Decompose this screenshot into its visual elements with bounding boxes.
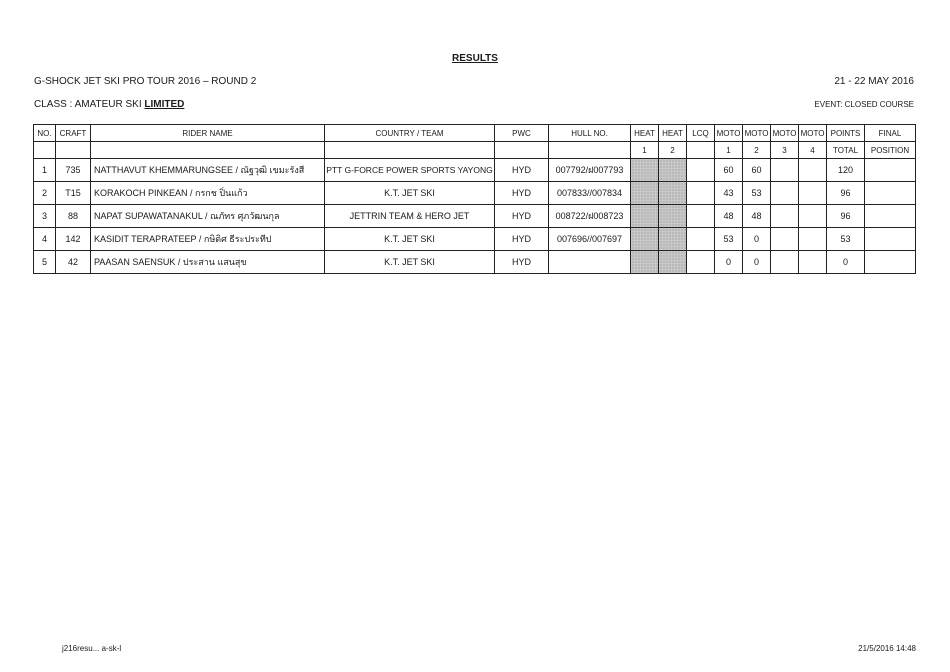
cell-moto4 (799, 251, 827, 274)
cell-heat1 (631, 228, 659, 251)
header-final: FINAL (865, 125, 916, 142)
cell-team: K.T. JET SKI (325, 228, 495, 251)
header-craft: CRAFT (56, 125, 91, 142)
cell-no: 5 (34, 251, 56, 274)
cell-heat2 (659, 159, 687, 182)
header-moto4: MOTO (799, 125, 827, 142)
cell-pwc: HYD (495, 228, 549, 251)
cell-heat1 (631, 159, 659, 182)
cell-moto1: 48 (715, 205, 743, 228)
header-sub-moto2: 2 (743, 142, 771, 159)
table-row (34, 159, 916, 182)
cell-lcq (687, 228, 715, 251)
header-points: POINTS (827, 125, 865, 142)
cell-craft: T15 (56, 182, 91, 205)
header-sub-final: POSITION (865, 142, 916, 159)
cell-moto3 (771, 205, 799, 228)
cell-pwc: HYD (495, 251, 549, 274)
cell-rider: KORAKOCH PINKEAN / กรกช ปิ่นแก้ว (91, 182, 325, 205)
cell-hull: 007833//007834 (549, 182, 631, 205)
cell-moto2: 60 (743, 159, 771, 182)
cell-heat1 (631, 251, 659, 274)
cell-heat2 (659, 251, 687, 274)
event-name: G-SHOCK JET SKI PRO TOUR 2016 – ROUND 2 (34, 76, 257, 87)
cell-pwc: HYD (495, 159, 549, 182)
table-row (34, 182, 916, 205)
cell-lcq (687, 159, 715, 182)
cell-heat2 (659, 205, 687, 228)
cell-team: PTT G-FORCE POWER SPORTS YAYONG (325, 159, 495, 182)
cell-hull (549, 251, 631, 274)
header-sub-craft (56, 142, 91, 159)
cell-team: JETTRIN TEAM & HERO JET (325, 205, 495, 228)
class-line (34, 99, 184, 110)
cell-moto3 (771, 251, 799, 274)
cell-lcq (687, 251, 715, 274)
cell-craft: 142 (56, 228, 91, 251)
header-team: COUNTRY / TEAM (325, 125, 495, 142)
cell-moto4 (799, 159, 827, 182)
header-row-bottom (34, 142, 916, 159)
cell-points: 120 (827, 159, 865, 182)
cell-heat2 (659, 182, 687, 205)
cell-moto3 (771, 182, 799, 205)
header-moto1: MOTO (715, 125, 743, 142)
cell-points: 53 (827, 228, 865, 251)
table-row (34, 251, 916, 274)
header-sub-moto3: 3 (771, 142, 799, 159)
cell-points: 96 (827, 205, 865, 228)
header-sub-heat1: 1 (631, 142, 659, 159)
cell-craft: 88 (56, 205, 91, 228)
cell-rider: NAPAT SUPAWATANAKUL / ณภัทร ศุภวัฒนกุล (91, 205, 325, 228)
cell-moto1: 60 (715, 159, 743, 182)
header-sub-rider (91, 142, 325, 159)
cell-rider: NATTHAVUT KHEMMARUNGSEE / ณัฐวุฒิ เขมะรังสี (91, 159, 325, 182)
header-rider: RIDER NAME (91, 125, 325, 142)
header-moto2: MOTO (743, 125, 771, 142)
cell-moto1: 43 (715, 182, 743, 205)
cell-moto1: 53 (715, 228, 743, 251)
cell-final (865, 159, 916, 182)
results-table (33, 124, 916, 274)
header-no: NO. (34, 125, 56, 142)
cell-moto4 (799, 205, 827, 228)
cell-craft: 735 (56, 159, 91, 182)
cell-final (865, 205, 916, 228)
cell-heat1 (631, 205, 659, 228)
header-sub-heat2: 2 (659, 142, 687, 159)
cell-rider: KASIDIT TERAPRATEEP / กษิดิศ ธีระประทีป (91, 228, 325, 251)
header-sub-moto4: 4 (799, 142, 827, 159)
cell-hull: 007792/ฝ007793 (549, 159, 631, 182)
footer-file: j216resu... a-sk-l (62, 644, 122, 653)
header-sub-team (325, 142, 495, 159)
cell-rider: PAASAN SAENSUK / ประสาน แสนสุข (91, 251, 325, 274)
cell-lcq (687, 182, 715, 205)
header-sub-hull (549, 142, 631, 159)
page-title: RESULTS (452, 53, 498, 64)
header-hull: HULL NO. (549, 125, 631, 142)
cell-final (865, 251, 916, 274)
cell-moto3 (771, 228, 799, 251)
cell-moto2: 0 (743, 228, 771, 251)
cell-hull: 007696//007697 (549, 228, 631, 251)
header-sub-moto1: 1 (715, 142, 743, 159)
cell-points: 96 (827, 182, 865, 205)
cell-moto4 (799, 228, 827, 251)
cell-no: 2 (34, 182, 56, 205)
header-heat1: HEAT (631, 125, 659, 142)
header-heat2: HEAT (659, 125, 687, 142)
cell-pwc: HYD (495, 205, 549, 228)
cell-moto2: 0 (743, 251, 771, 274)
header-sub-pwc (495, 142, 549, 159)
header-sub-no (34, 142, 56, 159)
cell-heat2 (659, 228, 687, 251)
header-pwc: PWC (495, 125, 549, 142)
header-sub-points: TOTAL (827, 142, 865, 159)
cell-final (865, 182, 916, 205)
cell-moto1: 0 (715, 251, 743, 274)
class-highlight: LIMITED (144, 99, 185, 110)
header-lcq: LCQ (687, 125, 715, 142)
header-sub-lcq (687, 142, 715, 159)
table-row (34, 228, 916, 251)
table-row (34, 205, 916, 228)
cell-no: 4 (34, 228, 56, 251)
cell-final (865, 228, 916, 251)
event-type: EVENT: CLOSED COURSE (814, 100, 914, 109)
cell-moto4 (799, 182, 827, 205)
event-date: 21 - 22 MAY 2016 (834, 76, 914, 87)
cell-pwc: HYD (495, 182, 549, 205)
cell-lcq (687, 205, 715, 228)
class-prefix: CLASS : AMATEUR SKI (34, 99, 145, 110)
footer-timestamp: 21/5/2016 14:48 (858, 644, 916, 653)
cell-hull: 008722/ฝ008723 (549, 205, 631, 228)
cell-points: 0 (827, 251, 865, 274)
cell-moto2: 48 (743, 205, 771, 228)
cell-team: K.T. JET SKI (325, 182, 495, 205)
cell-moto3 (771, 159, 799, 182)
header-row-top (34, 125, 916, 142)
cell-craft: 42 (56, 251, 91, 274)
cell-no: 3 (34, 205, 56, 228)
cell-no: 1 (34, 159, 56, 182)
cell-moto2: 53 (743, 182, 771, 205)
header-moto3: MOTO (771, 125, 799, 142)
cell-heat1 (631, 182, 659, 205)
cell-team: K.T. JET SKI (325, 251, 495, 274)
